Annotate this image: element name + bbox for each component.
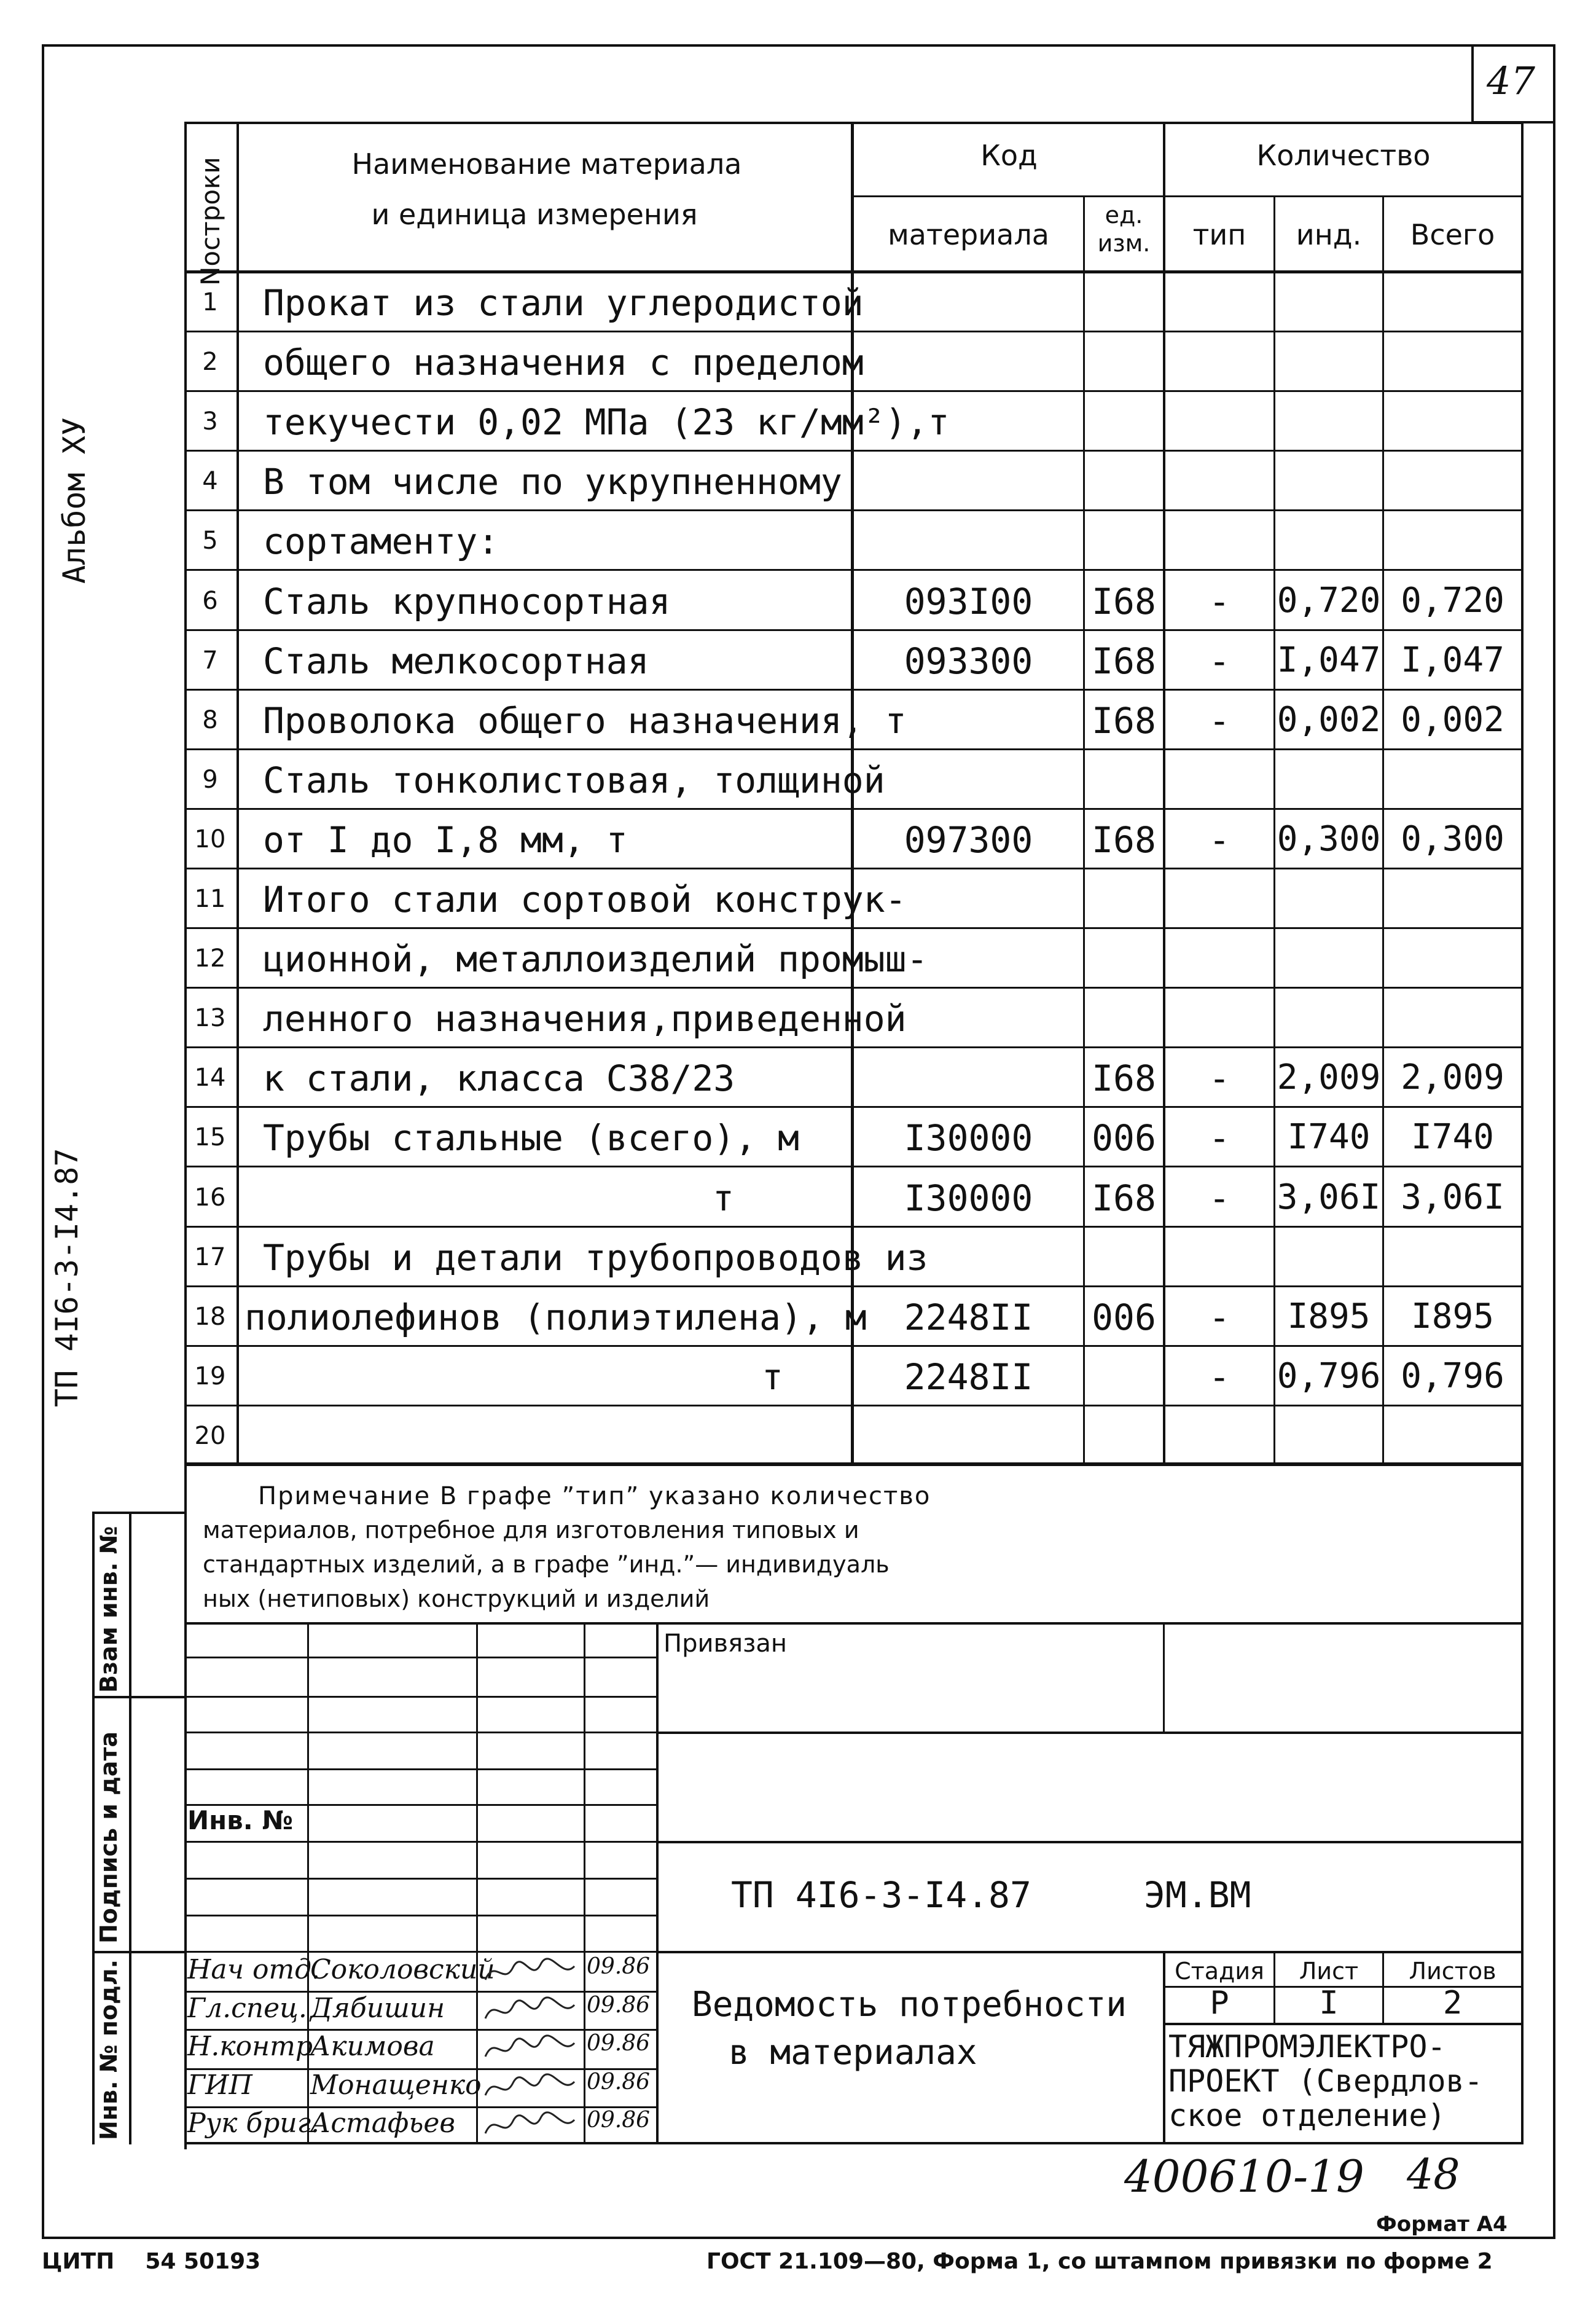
- row-material-name: ленного назначения,приведенной: [263, 998, 907, 1040]
- privyazan-label: Привязан: [663, 1630, 788, 1658]
- row-total: 2,009: [1401, 1057, 1504, 1098]
- row-material-name: ционной, металлоизделий промыш-: [263, 938, 928, 981]
- row-material-name: общего назначения с пределом: [263, 342, 864, 384]
- row-total: I895: [1411, 1296, 1494, 1336]
- footer-left: ЦИТП 54 50193: [42, 2249, 261, 2274]
- header-bottom-line: [184, 270, 1524, 273]
- row-divider: [184, 629, 1524, 631]
- stage-label: Стадия: [1175, 1958, 1264, 1985]
- row-unit: I68: [1092, 699, 1156, 742]
- row-divider: [184, 1405, 1524, 1406]
- row-type: -: [1208, 699, 1230, 742]
- row-total: I,047: [1401, 640, 1504, 680]
- signer-role: Гл.спец.: [187, 1993, 307, 2024]
- signer-date: 09.86: [587, 1993, 651, 2018]
- row-divider: [184, 868, 1524, 869]
- stamp-grid-line: [184, 1696, 657, 1698]
- row-divider: [184, 569, 1524, 571]
- stamp-right-h2: [656, 1841, 1524, 1843]
- row-unit: I68: [1092, 580, 1156, 622]
- signature-scribble: [482, 2109, 581, 2143]
- row-material-name: Проволока общего назначения, т: [263, 699, 907, 742]
- signature-scribble: [482, 1994, 581, 2028]
- page-number: 47: [1487, 58, 1535, 103]
- row-ind: 3,06I: [1277, 1177, 1381, 1217]
- sheet-label: Лист: [1299, 1958, 1359, 1985]
- row-type: -: [1208, 1117, 1230, 1159]
- stamp-grid-line: [184, 1841, 657, 1843]
- archive-page: 48: [1407, 2151, 1460, 2199]
- row-type: -: [1208, 1177, 1230, 1219]
- row-material-name: Трубы и детали трубопроводов из: [263, 1236, 928, 1279]
- signer-date: 09.86: [587, 2069, 651, 2095]
- row-total: 0,720: [1401, 580, 1504, 621]
- stamp-top: [184, 1622, 1524, 1625]
- signer-role: Н.контр: [187, 2031, 313, 2062]
- row-divider: [184, 390, 1524, 392]
- row-number: 10: [194, 825, 226, 853]
- outer-frame-top: [42, 44, 1554, 47]
- row-material-name: Сталь тонколистовая, толщиной: [263, 759, 885, 801]
- row-material-name: т: [713, 1177, 734, 1219]
- sheets-value: 2: [1442, 1985, 1463, 2022]
- row-material-name: сортаменту:: [263, 520, 499, 563]
- signer-role: ГИП: [187, 2069, 252, 2101]
- row-type: -: [1208, 640, 1230, 682]
- row-number: 8: [202, 705, 218, 734]
- stamp-grid-line: [184, 1732, 657, 1733]
- header-name-line2: и единица измерения: [371, 198, 698, 231]
- stamp-stage-h2: [1163, 2023, 1524, 2025]
- row-material-name: Сталь крупносортная: [263, 580, 671, 622]
- row-code: 097300: [904, 818, 1033, 861]
- header-quantity: Количество: [1256, 139, 1431, 172]
- row-code: I30000: [904, 1117, 1033, 1159]
- row-divider: [184, 1226, 1524, 1228]
- signer-role: Рук бриг.: [187, 2108, 319, 2139]
- signature-scribble: [482, 1955, 581, 1990]
- row-code: 093I00: [904, 580, 1033, 622]
- row-divider: [184, 1345, 1524, 1347]
- row-type: -: [1208, 1296, 1230, 1338]
- row-material-name: от I до I,8 мм, т: [263, 818, 628, 861]
- row-code: I30000: [904, 1177, 1033, 1219]
- inv-no-label: Инв. №: [187, 1805, 293, 1835]
- row-number: 18: [194, 1302, 226, 1331]
- doc-title-line1: Ведомость потребности: [692, 1985, 1127, 2025]
- row-divider: [184, 1464, 1524, 1466]
- row-unit: 006: [1092, 1117, 1156, 1159]
- note-line2: материалов, потребное для изготовления типовых и: [203, 1516, 859, 1543]
- stage-value: Р: [1210, 1985, 1229, 2022]
- row-type: -: [1208, 1355, 1230, 1398]
- row-ind: 0,720: [1277, 580, 1381, 621]
- row-unit: I68: [1092, 1057, 1156, 1100]
- signer-name: Соколовский: [310, 1954, 495, 1985]
- row-number: 15: [194, 1123, 226, 1152]
- row-type: -: [1208, 818, 1230, 861]
- row-divider: [184, 331, 1524, 332]
- side-col-mid: [129, 1512, 131, 2144]
- row-divider: [184, 987, 1524, 989]
- row-divider: [184, 1166, 1524, 1167]
- org-line2: ПРОЕКТ (Свердлов-: [1168, 2063, 1483, 2099]
- doc-title-line2: в материалах: [729, 2033, 977, 2073]
- signer-date: 09.86: [587, 2108, 651, 2133]
- stamp-grid-line: [184, 1878, 657, 1880]
- inv-podl-label: Инв. № подл.: [95, 1959, 122, 2140]
- row-material-name: В том числе по укрупненному: [263, 461, 842, 503]
- header-unit-line1: ед.: [1105, 202, 1143, 229]
- vertical-doc-code: ТП 4I6-3-I4.87: [49, 1148, 85, 1407]
- signer-name: Акимова: [310, 2031, 435, 2062]
- note-line3: стандартных изделий, а в графе ”инд.”— индивидуаль: [203, 1551, 890, 1578]
- row-divider: [184, 689, 1524, 691]
- row-code: 2248II: [904, 1355, 1033, 1398]
- header-material: материала: [888, 218, 1049, 251]
- row-material-name: Итого стали сортовой конструк-: [263, 879, 907, 920]
- vzam-label: Взам инв. №: [95, 1526, 122, 1693]
- row-material-name: Сталь мелкосортная: [263, 640, 649, 682]
- signer-role: Нач отд.: [187, 1954, 321, 1985]
- row-type: -: [1208, 580, 1230, 622]
- archive-number: 400610-19: [1124, 2151, 1364, 2202]
- row-number: 9: [202, 765, 218, 794]
- header-row-number: Nостроки: [195, 157, 225, 286]
- row-number: 13: [194, 1004, 226, 1033]
- page-num-box-left: [1471, 44, 1474, 123]
- stamp-bottom: [184, 2142, 1524, 2144]
- row-number: 20: [194, 1421, 226, 1450]
- sheets-label: Листов: [1409, 1958, 1496, 1985]
- row-ind: I895: [1287, 1296, 1371, 1336]
- signer-name: Дябишин: [310, 1993, 445, 2024]
- stamp-right-h3: [656, 1951, 1524, 1953]
- stamp-grid-line: [184, 1657, 657, 1658]
- stamp-privyazan-right: [1163, 1622, 1165, 1733]
- header-code: Код: [980, 139, 1038, 172]
- row-divider: [184, 450, 1524, 452]
- header-type: тип: [1192, 218, 1246, 251]
- doc-mark: ЭМ.ВМ: [1144, 1874, 1251, 1916]
- note-line4: ных (нетиповых) конструкций и изделий: [203, 1585, 710, 1612]
- stamp-grid-line: [184, 1768, 657, 1770]
- side-div1: [92, 1696, 187, 1698]
- row-material-name: полиолефинов (полиэтилена), м: [244, 1296, 867, 1338]
- row-number: 7: [202, 646, 218, 675]
- row-number: 12: [194, 944, 226, 973]
- side-col-left: [92, 1512, 95, 2144]
- row-total: 0,796: [1401, 1355, 1504, 1396]
- header-total: Всего: [1410, 218, 1495, 251]
- side-div2: [92, 1951, 187, 1953]
- podpis-label: Подпись и дата: [95, 1731, 122, 1943]
- row-total: 0,300: [1401, 818, 1504, 859]
- row-material-name: Прокат из стали углеродистой: [263, 282, 864, 324]
- header-ind: инд.: [1296, 218, 1362, 251]
- stamp-vsep-c: [584, 1622, 585, 2144]
- row-unit: 006: [1092, 1296, 1156, 1338]
- row-total: I740: [1411, 1117, 1494, 1158]
- row-type: -: [1208, 1057, 1230, 1100]
- signer-name: Монащенко: [310, 2069, 482, 2101]
- doc-code: ТП 4I6-3-I4.87: [731, 1874, 1031, 1916]
- row-ind: I,047: [1277, 640, 1381, 680]
- sheet-value: I: [1319, 1985, 1339, 2022]
- row-number: 16: [194, 1183, 226, 1212]
- row-divider: [184, 509, 1524, 511]
- stamp-grid-line: [184, 1915, 657, 1916]
- stamp-vsep-b: [476, 1622, 478, 2144]
- row-total: 3,06I: [1401, 1177, 1504, 1217]
- row-number: 4: [202, 467, 218, 496]
- outer-frame-right: [1553, 44, 1555, 2238]
- row-divider: [184, 748, 1524, 750]
- stamp-grid-line: [184, 1951, 657, 1953]
- row-ind: I740: [1287, 1117, 1371, 1158]
- signer-date: 09.86: [587, 1954, 651, 1979]
- signature-scribble: [482, 2071, 581, 2105]
- row-code: 2248II: [904, 1296, 1033, 1338]
- album-label: Альбом ХУ: [57, 417, 92, 584]
- signer-date: 09.86: [587, 2031, 651, 2056]
- header-name-line1: Наименование материала: [351, 147, 742, 181]
- table-top: [184, 122, 1524, 124]
- row-number: 11: [194, 885, 226, 913]
- row-number: 3: [202, 407, 218, 436]
- format-label: Формат А4: [1376, 2212, 1508, 2237]
- row-unit: I68: [1092, 640, 1156, 682]
- col-line-type: [1163, 122, 1165, 1465]
- row-number: 14: [194, 1064, 226, 1092]
- row-divider: [184, 808, 1524, 810]
- org-line1: ТЯЖПРОМЭЛЕКТРО-: [1168, 2029, 1446, 2065]
- side-top: [92, 1512, 187, 1514]
- signature-scribble: [482, 2032, 581, 2066]
- stamp-right-h1: [656, 1732, 1524, 1734]
- header-mid-line: [852, 195, 1524, 197]
- col-line-num: [237, 122, 239, 1465]
- outer-frame-bottom: [42, 2237, 1555, 2239]
- footer-right: ГОСТ 21.109—80, Форма 1, со штампом привязки по форме 2: [706, 2249, 1493, 2274]
- org-line3: ское отделение): [1168, 2098, 1446, 2133]
- outer-frame-left: [42, 44, 44, 2238]
- row-ind: 0,002: [1277, 699, 1381, 740]
- stamp-vsep-a: [307, 1622, 309, 2144]
- signer-name: Астафьев: [310, 2108, 455, 2139]
- row-ind: 2,009: [1277, 1057, 1381, 1098]
- row-number: 17: [194, 1242, 226, 1271]
- row-divider: [184, 927, 1524, 929]
- row-unit: I68: [1092, 1177, 1156, 1219]
- row-number: 5: [202, 527, 218, 555]
- row-ind: 0,300: [1277, 818, 1381, 859]
- row-number: 6: [202, 586, 218, 615]
- row-material-name: текучести 0,02 МПа (23 кг/мм²),т: [263, 401, 950, 444]
- row-unit: I68: [1092, 818, 1156, 861]
- row-number: 2: [202, 348, 218, 377]
- row-number: 19: [194, 1362, 226, 1390]
- row-divider: [184, 1106, 1524, 1108]
- row-ind: 0,796: [1277, 1355, 1381, 1396]
- header-unit-line2: изм.: [1097, 230, 1151, 257]
- row-divider: [184, 1046, 1524, 1048]
- stamp-vsep-main: [656, 1622, 659, 2144]
- row-divider: [184, 1285, 1524, 1287]
- row-material-name: т: [762, 1355, 783, 1398]
- row-number: 1: [202, 288, 218, 316]
- row-total: 0,002: [1401, 699, 1504, 740]
- row-material-name: Трубы стальные (всего), м: [263, 1117, 799, 1159]
- table-right: [1521, 122, 1524, 2143]
- row-code: 093300: [904, 640, 1033, 682]
- row-material-name: к стали, класса С38/23: [263, 1057, 735, 1100]
- note-line1: Примечание В графе ”тип” указано количество: [258, 1482, 931, 1510]
